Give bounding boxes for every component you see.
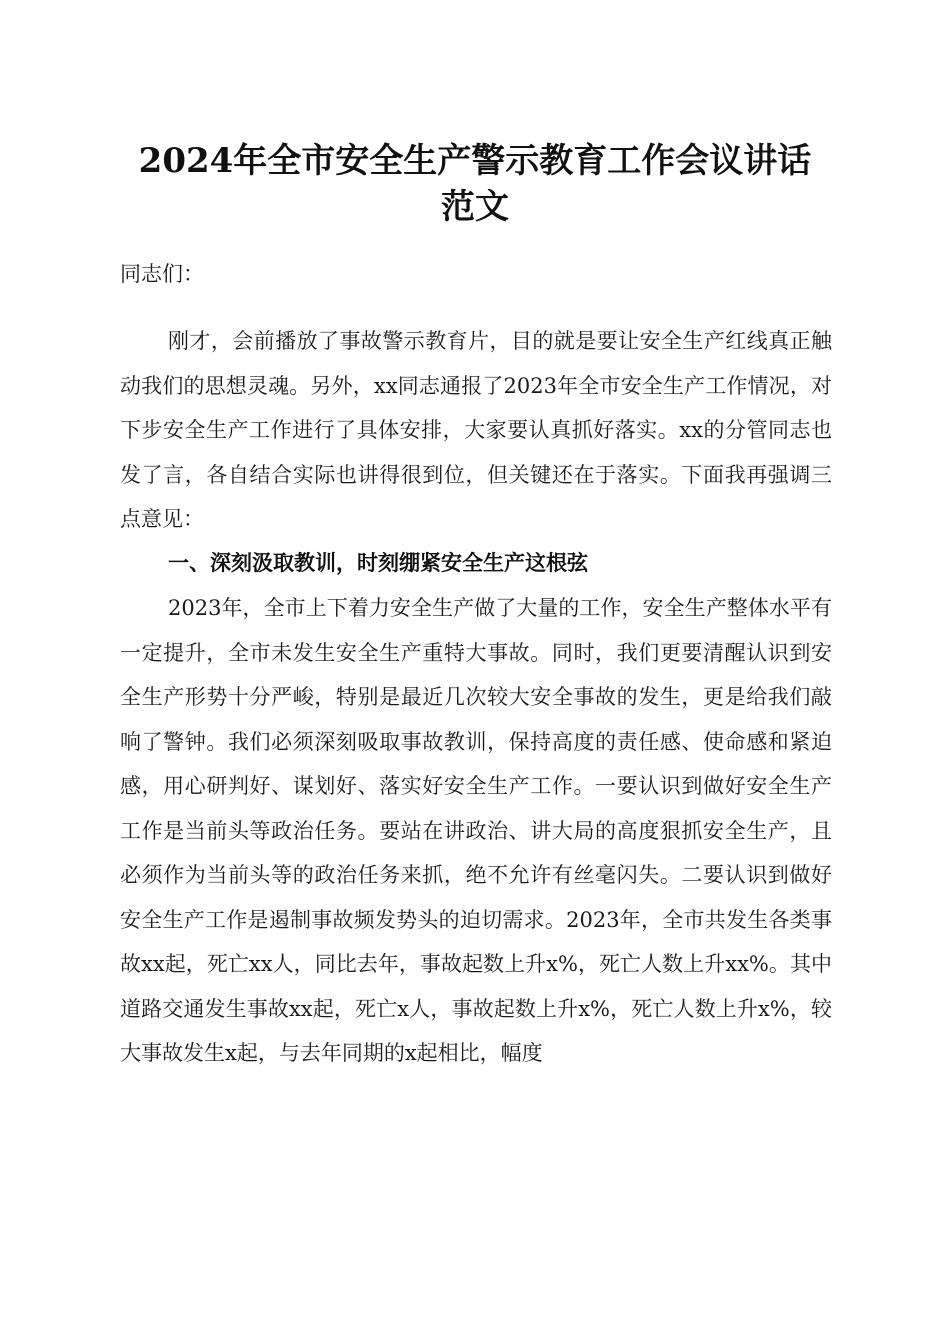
document-title-line1: 2024年全市安全生产警示教育工作会议讲话 [138,141,812,181]
paragraph-intro: 刚才，会前播放了事故警示教育片，目的就是要让安全生产红线真正触动我们的思想灵魂。另外，xx同志通报了2023年全市安全生产工作情况，对下步安全生产工作进行了具体安排，大家要认真抓好落实。xx的分管同志也发了言，各自结合实际也讲得很到位，但关键还在于落实。下面我再强调三点意见： [120,329,832,531]
document-title-line2: 范文 [441,187,509,227]
paragraph-section-1: 2023年，全市上下着力安全生产做了大量的工作，安全生产整体水平有一定提升，全市未发生安全生产重特大事故。同时，我们更要清醒认识到安全生产形势十分严峻，特别是最近几次较大安全事故的发生，更是给我们敲响了警钟。我们必须深刻吸取事故教训，保持高度的责任感、使命感和紧迫感，用心研判好、谋划好、落实好安全生产工作。一要认识到做好安全生产工作是当前头等政治任务。要站在讲政治、讲大局的高度狠抓安全生产，且必须作为当前头等的政治任务来抓，绝不允许有丝毫闪失。二要认识到做好安全生产工作是遏制事故频发势头的迫切需求。2023年，全市共发生各类事故xx起，死亡xx人，同比去年，事故起数上升x%，死亡人数上升xx%。其中道路交通发生事故xx起，死亡x人，事故起数上升x%，死亡人数上升x%，较大事故发生x起，与去年同期的x起相比，幅度 [120,596,832,1065]
salutation: 同志们： [120,262,204,286]
section-heading-1: 一、深刻汲取教训，时刻绷紧安全生产这根弦 [168,551,588,575]
